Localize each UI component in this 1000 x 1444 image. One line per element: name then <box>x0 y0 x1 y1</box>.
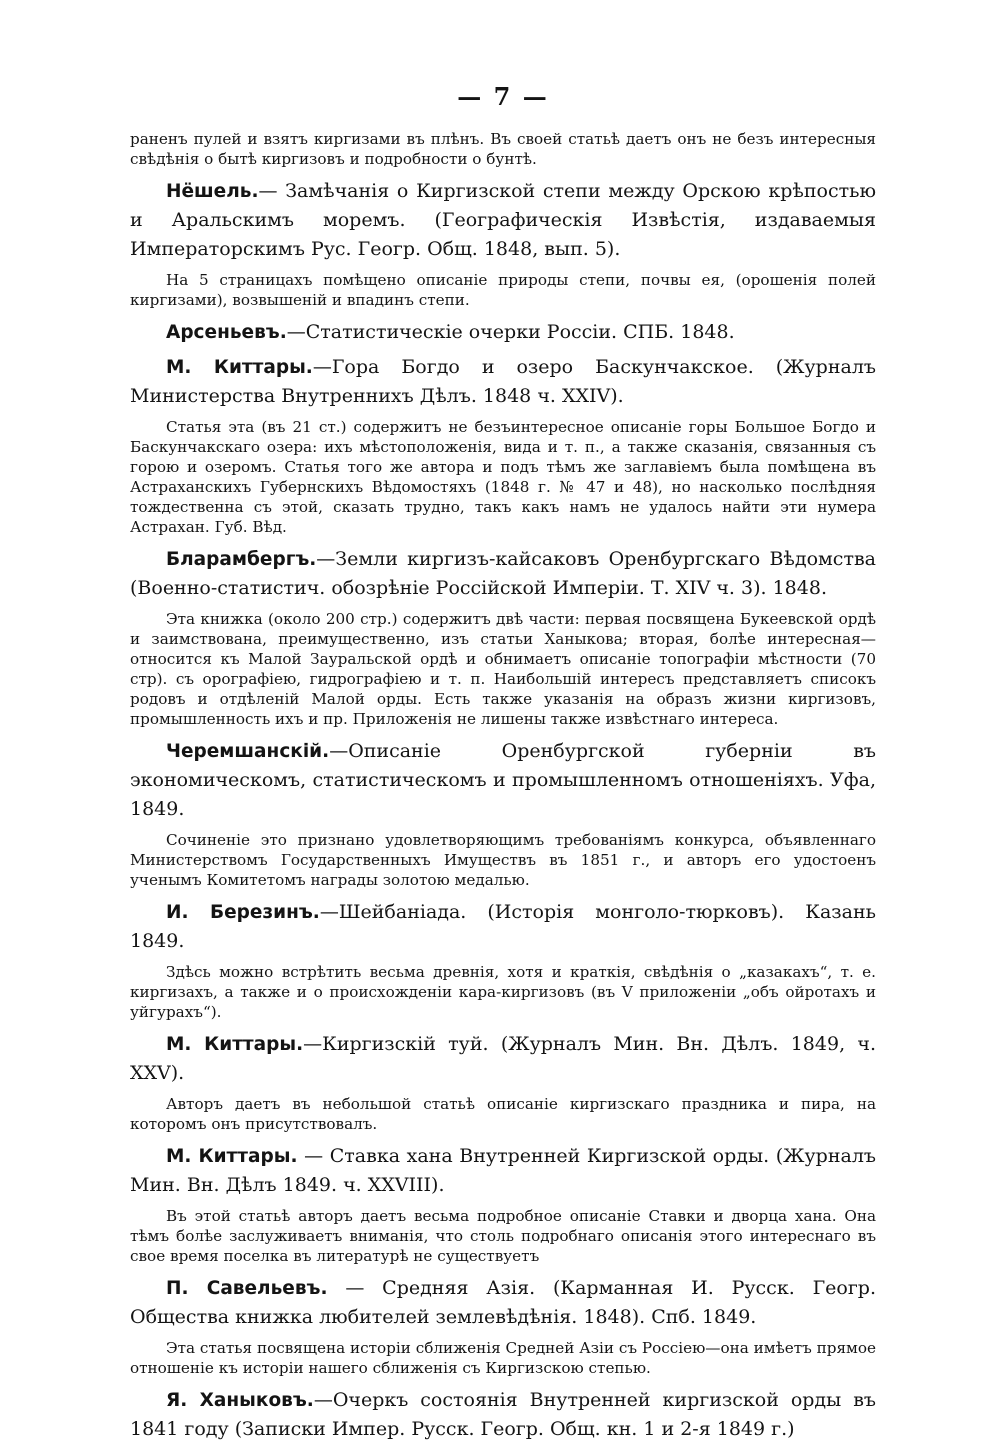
entry-heading <box>130 1142 876 1200</box>
entry-author: Нёшель. <box>166 181 259 202</box>
entry-annotation: Авторъ даетъ въ небольшой статьѣ описаніе киргизскаго праздника и пира, на которомъ онъ присутствовалъ. <box>130 1095 876 1133</box>
entry-heading <box>130 1030 876 1088</box>
entry-title: —Очеркъ состоянія Внутренней киргизской орды въ 1841 году (Записки Импер. Русск. Геогр. Общ. кн. 1 и 2-я 1849 г.) <box>130 1389 876 1440</box>
bibliography-entry <box>130 1142 876 1266</box>
entry-author: П. Савельевъ. <box>166 1278 328 1299</box>
entry-annotation: Здѣсь можно встрѣтить весьма древнія, хотя и краткія, свѣдѣнія о „казакахъ“, т. е. киргизахъ, а также и о происхожденіи кара-киргизовъ (въ V приложеніи „объ ойротахъ и уйгурахъ“). <box>130 963 876 1021</box>
bibliography-entry <box>130 318 876 347</box>
entry-title: —Гора Богдо и озеро Баскунчакское. (Журналъ Министерства Внутреннихъ Дѣлъ. 1848 ч. XXIV). <box>130 356 876 407</box>
bibliography-entry <box>130 353 876 537</box>
entry-heading <box>130 898 876 956</box>
entry-author: И. Березинъ. <box>166 902 320 923</box>
entry-annotation: На 5 страницахъ помѣщено описаніе природы степи, почвы ея, (орошенія полей киргизами), возвышеній и впадинъ степи. <box>130 271 876 309</box>
bibliography-entry <box>130 545 876 729</box>
entry-author: Бларамбергъ. <box>166 549 317 570</box>
entry-heading <box>130 545 876 603</box>
bibliography-entry <box>130 177 876 310</box>
entry-annotation: Эта книжка (около 200 стр.) содержитъ двѣ части: первая посвящена Букеевской ордѣ и заимствована, преимущественно, изъ статьи Ханыкова; вторая, болѣе интересная—относится къ Малой Зауральской ордѣ и обнимаетъ описаніе топографіи мѣстности (70 стр). съ орографіею, гидрографіею и т. п. Наибольшій интересъ представляетъ списокъ родовъ и отдѣленій Малой орды. Есть также указанія на образъ жизни киргизовъ, промышленность ихъ и пр. Приложенія не лишены также извѣстнаго интереса. <box>130 610 876 728</box>
bibliography-entry <box>130 898 876 1022</box>
entry-author: Черемшанскій. <box>166 741 330 762</box>
entry-title: — Замѣчанія о Киргизской степи между Орскою крѣпостью и Аральскимъ моремъ. (Географическія Извѣстія, издаваемыя Императорскимъ Рус. Геогр. Общ. 1848, вып. 5). <box>130 180 876 260</box>
bibliography-entry <box>130 737 876 890</box>
entry-author: М. Киттары. <box>166 1034 304 1055</box>
entry-annotation: Эта статья посвящена исторіи сближенія Средней Азіи съ Россіею—она имѣетъ прямое отношеніе къ исторіи нашего сближенія съ Киргизскою степью. <box>130 1339 876 1377</box>
entry-author: Я. Ханыковъ. <box>166 1390 314 1411</box>
entry-heading <box>130 1386 876 1444</box>
entry-author: М. Киттары. <box>166 1146 298 1167</box>
entry-title: —Киргизскій туй. (Журналъ Мин. Вн. Дѣлъ. 1849, ч. XXV). <box>130 1033 876 1084</box>
entry-heading <box>130 1274 876 1332</box>
page-number: — 7 — <box>457 82 549 111</box>
bibliography-entry <box>130 1030 876 1134</box>
entry-heading <box>130 353 876 411</box>
entry-title: —Шейбаніада. (Исторія монголо-тюрковъ). Казань 1849. <box>130 901 876 952</box>
entry-author: Арсеньевъ. <box>166 322 287 343</box>
entry-author: М. Киттары. <box>166 357 313 378</box>
entry-annotation: Статья эта (въ 21 ст.) содержитъ не безъинтересное описаніе горы Большое Богдо и Баскунчакскаго озера: ихъ мѣстоположенія, вида и т. п., а также сказанія, связанныя съ горою и озеромъ. Статья того же автора и подъ тѣмъ же заглавіемъ была помѣщена въ Астраханскихъ Губернскихъ Вѣдомостяхъ (1848 г. № 47 и 48), но насколько послѣдняя тождественна съ этой, сказать трудно, такъ какъ намъ не удалось найти эти нумера Астрахан. Губ. Вѣд. <box>130 418 876 536</box>
entry-heading <box>130 318 876 347</box>
opening-paragraph: раненъ пулей и взятъ киргизами въ плѣнъ. Въ своей статьѣ даетъ онъ не безъ интересныя свѣдѣнія о бытѣ киргизовъ и подробности о бунтѣ. <box>130 130 876 168</box>
entry-annotation: Сочиненіе это признано удовлетворяющимъ требованіямъ конкурса, объявленнаго Министерствомъ Государственныхъ Имуществъ въ 1851 г., и авторъ его удостоенъ ученымъ Комитетомъ награды золотою медалью. <box>130 831 876 889</box>
entry-annotation: Въ этой статьѣ авторъ даетъ весьма подробное описаніе Ставки и дворца хана. Она тѣмъ болѣе заслуживаетъ вниманія, что столь подробнаго описанія этого интереснаго въ свое время поселка въ литературѣ не существуетъ <box>130 1207 876 1265</box>
entry-title: —Земли киргизъ-кайсаковъ Оренбургскаго Вѣдомства (Военно-статистич. обозрѣніе Россійской Имперіи. Т. XIV ч. 3). 1848. <box>130 548 876 599</box>
entry-heading <box>130 737 876 824</box>
entry-title: —Описаніе Оренбургской губерніи въ экономическомъ, статистическомъ и промышленномъ отношеніяхъ. Уфа, 1849. <box>130 740 876 820</box>
entry-heading <box>130 177 876 264</box>
entry-title: —Статистическіе очерки Россіи. СПБ. 1848. <box>286 321 735 343</box>
bibliography-entry <box>130 1386 876 1444</box>
bibliography-entry <box>130 1274 876 1378</box>
entry-title: — Средняя Азія. (Карманная И. Русск. Геогр. Общества книжка любителей землевѣдѣнія. 1848). Спб. 1849. <box>130 1277 876 1328</box>
entry-title: — Ставка хана Внутренней Киргизской орды. (Журналъ Мин. Вн. Дѣлъ 1849. ч. XXVIII). <box>130 1145 876 1196</box>
